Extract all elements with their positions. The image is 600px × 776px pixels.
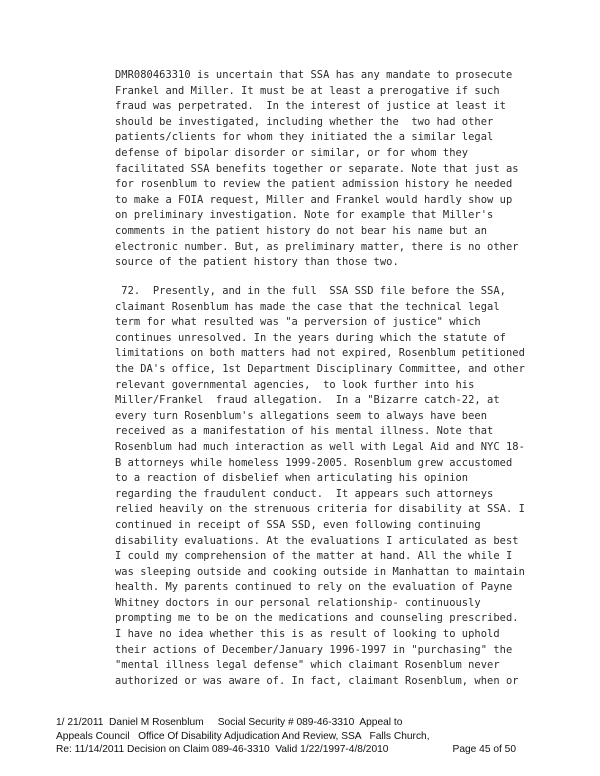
footer-line-1: 1/ 21/2011 Daniel M Rosenblum Social Security # 089-46-3310 Appeal to	[56, 717, 403, 728]
paragraph-72	[115, 284, 535, 689]
paragraph-72-line: was sleeping outside and cooking outside in Manhattan to maintain	[115, 565, 525, 578]
paragraph-71-line: patients/clients for whom they initiated the a similar legal	[115, 131, 494, 144]
paragraph-72-line: 72. Presently, and in the full SSA SSD file before the SSA,	[115, 285, 506, 297]
paragraph-71-line: defense of bipolar disorder or similar, or for whom they	[115, 146, 469, 159]
paragraph-71-line: electronic number. But, as preliminary matter, there is no other	[115, 240, 519, 253]
paragraph-72-line: their actions of December/January 1996-1997 in "purchasing" the	[115, 643, 513, 656]
paragraph-72-line: term for what resulted was "a perversion of justice" which	[115, 316, 481, 329]
paragraph-72-line: prompting me to be on the medications and counseling prescribed.	[115, 612, 519, 625]
paragraph-71-line: Frankel and Miller. It must be at least a prerogative if such	[115, 84, 500, 97]
page-footer	[56, 716, 576, 757]
paragraph-72-line: "mental illness legal defense" which claimant Rosenblum never	[115, 659, 500, 672]
paragraph-72-line: to a reaction of disbelief when articulating his opinion	[115, 472, 469, 485]
paragraph-72-line: the DA's office, 1st Department Disciplinary Committee, and other	[115, 362, 525, 375]
paragraph-71-line: for rosenblum to review the patient admission history he needed	[115, 178, 513, 191]
paragraph-71-line: fraud was perpetrated. In the interest of justice at least it	[115, 100, 506, 113]
paragraph-72-line: claimant Rosenblum has made the case that the technical legal	[115, 300, 500, 313]
paragraph-71-line: DMR080463310 is uncertain that SSA has any mandate to prosecute	[115, 69, 513, 81]
paragraph-72-line: every turn Rosenblum's allegations seem to always have been	[115, 409, 488, 422]
paragraph-72-line: I have no idea whether this is as result of looking to uphold	[115, 628, 500, 641]
paragraph-71-line: facilitated SSA benefits together or separate. Note that just as	[115, 162, 519, 175]
paragraph-72-line: continues unresolved. In the years during which the statute of	[115, 331, 506, 344]
paragraph-72-line: relied heavily on the strenuous criteria for disability at SSA. I	[115, 503, 525, 516]
paragraph-72-line: relevant governmental agencies, to look further into his	[115, 378, 475, 391]
paragraph-72-line: I could my comprehension of the matter at hand. All the while I	[115, 550, 513, 563]
paragraph-72-line: authorized or was aware of. In fact, claimant Rosenblum, when or	[115, 674, 519, 687]
footer-line-3	[56, 743, 516, 757]
page-number: Page 45 of 50	[452, 744, 516, 756]
paragraph-72-line: regarding the fraudulent conduct. It appears such attorneys	[115, 487, 494, 500]
paragraph-72-line: Miller/Frankel fraud allegation. In a "Bizarre catch-22, at	[115, 394, 500, 407]
paragraph-71-line: comments in the patient history do not bear his name but an	[115, 224, 488, 237]
paragraph-71-line: source of the patient history than those two.	[115, 256, 399, 269]
paragraph-72-line: Rosenblum had much interaction as well with Legal Aid and NYC 18-	[115, 440, 525, 453]
paragraph-72-line: disability evaluations. At the evaluations I articulated as best	[115, 534, 519, 547]
paragraph-71-line: to make a FOIA request, Miller and Frankel would hardly show up	[115, 193, 513, 206]
footer-line-2: Appeals Council Office Of Disability Adjudication And Review, SSA Falls Church,	[56, 730, 430, 742]
paragraph-71-continuation	[115, 68, 535, 271]
paragraph-72-line: continued in receipt of SSA SSD, even following continuing	[115, 518, 481, 531]
paragraph-72-line: B attorneys while homeless 1999-2005. Rosenblum grew accustomed	[115, 456, 513, 469]
paragraph-71-line: on preliminary investigation. Note for example that Miller's	[115, 209, 494, 222]
footer-case-reference: Re: 11/14/2011 Decision on Claim 089-46-3310 Valid 1/22/1997-4/8/2010	[56, 744, 389, 756]
paragraph-72-line: Whitney doctors in our personal relationship- continuously	[115, 596, 481, 609]
paragraph-72-line: limitations on both matters had not expired, Rosenblum petitioned	[115, 347, 525, 360]
paragraph-72-line: received as a manifestation of his mental illness. Note that	[115, 425, 494, 438]
paragraph-71-line: should be investigated, including whether the two had other	[115, 115, 494, 128]
paragraph-72-line: health. My parents continued to rely on the evaluation of Payne	[115, 581, 513, 594]
